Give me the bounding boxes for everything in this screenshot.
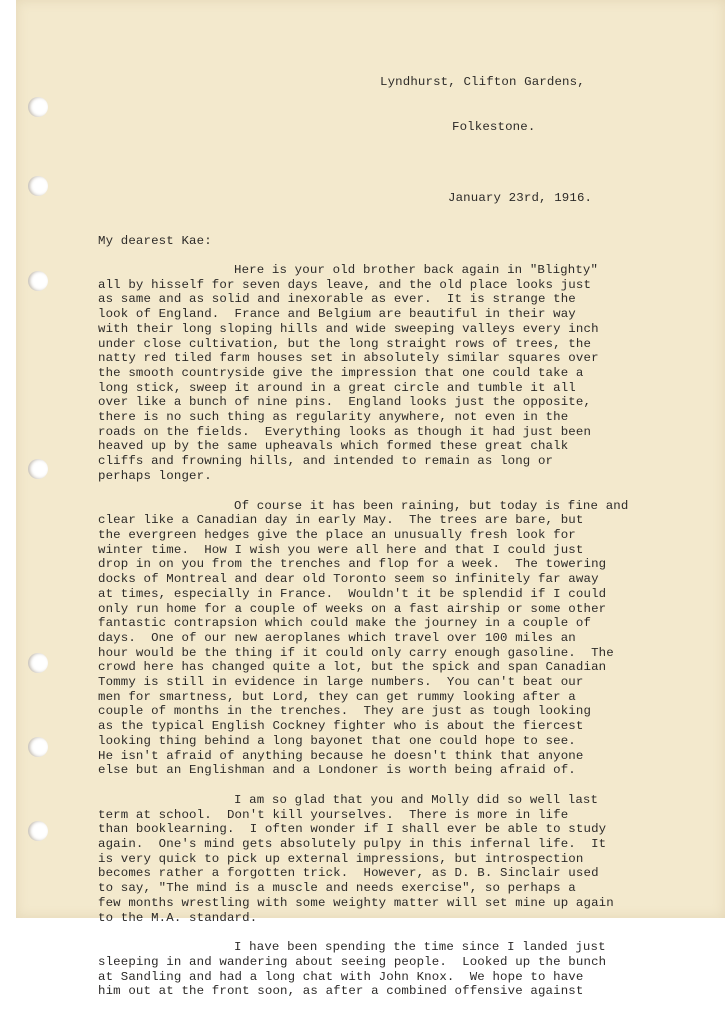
text-line: all by hisself for seven days leave, and the old place looks just	[98, 277, 592, 292]
text-line: to the M.A. standard.	[98, 910, 258, 925]
text-line: I am so glad that you and Molly did so well last	[234, 792, 599, 807]
text-line: drop in on you from the trenches and flop for a week. The towering	[98, 557, 607, 572]
text-line: looking thing behind a long bayonet that one could hope to see.	[98, 733, 576, 748]
paragraph	[98, 499, 698, 778]
text-line: He isn't afraid of anything because he doesn't think that anyone	[98, 748, 584, 763]
text-line: else but an Englishman and a Londoner is worth being afraid of.	[98, 763, 576, 778]
text-line: at Sandling and had a long chat with John Knox. We hope to have	[98, 969, 584, 984]
address-line: Folkestone.	[452, 119, 536, 134]
text-line: Of course it has been raining, but today is fine and	[234, 498, 629, 513]
letter-paragraphs	[98, 263, 698, 999]
text-line: as the typical English Cockney fighter who is about the fiercest	[98, 719, 584, 734]
text-line: is very quick to pick up external impressions, but introspection	[98, 851, 584, 866]
text-line: days. One of our new aeroplanes which travel over 100 miles an	[98, 630, 576, 645]
text-line: the evergreen hedges give the place an unusually fresh look for	[98, 527, 576, 542]
text-line: men for smartness, but Lord, they can get rummy looking after a	[98, 689, 576, 704]
text-line: heaved up by the same upheavals which formed these great chalk	[98, 439, 569, 454]
text-line: perhaps longer.	[98, 468, 212, 483]
address-line: Lyndhurst, Clifton Gardens,	[380, 75, 585, 90]
text-line: fantastic contrapsion which could make the journey in a couple of	[98, 616, 592, 631]
text-line: natty red tiled farm houses set in absolutely similar squares over	[98, 351, 599, 366]
text-line: with their long sloping hills and wide sweeping valleys every inch	[98, 321, 599, 336]
text-line: under close cultivation, but the long straight rows of trees, the	[98, 336, 592, 351]
letter-body	[98, 46, 698, 1014]
text-line: the smooth countryside give the impression that one could take a	[98, 365, 584, 380]
punch-hole	[28, 821, 48, 841]
text-line: couple of months in the trenches. They are just as tough looking	[98, 704, 592, 719]
text-line: over like a bunch of nine pins. England looks just the opposite,	[98, 395, 592, 410]
text-line: clear like a Canadian day in early May. The trees are bare, but	[98, 513, 584, 528]
text-line: becomes rather a forgotten trick. However, as D. B. Sinclair used	[98, 866, 599, 881]
punch-hole	[28, 176, 48, 196]
paragraph	[98, 940, 698, 999]
text-line: roads on the fields. Everything looks as though it had just been	[98, 424, 592, 439]
text-line: docks of Montreal and dear old Toronto seem so infinitely far away	[98, 572, 599, 587]
letter-date: January 23rd, 1916.	[448, 190, 593, 205]
sender-address	[380, 46, 698, 164]
text-line: at times, especially in France. Wouldn't it be splendid if I could	[98, 586, 607, 601]
text-line: look of England. France and Belgium are beautiful in their way	[98, 307, 576, 322]
punch-hole	[28, 653, 48, 673]
text-line: to say, "The mind is a muscle and needs exercise", so perhaps a	[98, 881, 576, 896]
text-line: again. One's mind gets absolutely pulpy in this infernal life. It	[98, 837, 607, 852]
salutation: My dearest Kae:	[98, 234, 212, 249]
text-line: as same and as solid and inexorable as ever. It is strange the	[98, 292, 576, 307]
punch-hole	[28, 271, 48, 291]
text-line: I have been spending the time since I landed just	[234, 940, 606, 955]
punch-hole	[28, 737, 48, 757]
text-line: crowd here has changed quite a lot, but the spick and span Canadian	[98, 660, 607, 675]
text-line: there is no such thing as regularity anywhere, not even in the	[98, 410, 569, 425]
punch-hole	[28, 459, 48, 479]
text-line: him out at the front soon, as after a combined offensive against	[98, 984, 584, 999]
text-line: than booklearning. I often wonder if I shall ever be able to study	[98, 822, 607, 837]
text-line: only run home for a couple of weeks on a fast airship or some other	[98, 601, 607, 616]
text-line: term at school. Don't kill yourselves. There is more in life	[98, 807, 569, 822]
text-line: cliffs and frowning hills, and intended to remain as long or	[98, 454, 554, 469]
text-line: long stick, sweep it around in a great circle and tumble it all	[98, 380, 576, 395]
text-line: Here is your old brother back again in "Blighty"	[234, 263, 599, 278]
punch-hole	[28, 97, 48, 117]
paragraph	[98, 263, 698, 484]
paragraph	[98, 793, 698, 925]
text-line: hour would be the thing if it could only carry enough gasoline. The	[98, 645, 614, 660]
text-line: winter time. How I wish you were all here and that I could just	[98, 542, 584, 557]
text-line: Tommy is still in evidence in large numbers. You can't beat our	[98, 675, 584, 690]
text-line: few months wrestling with some weighty matter will set mine up again	[98, 895, 614, 910]
text-line: sleeping in and wandering about seeing people. Looked up the bunch	[98, 954, 607, 969]
